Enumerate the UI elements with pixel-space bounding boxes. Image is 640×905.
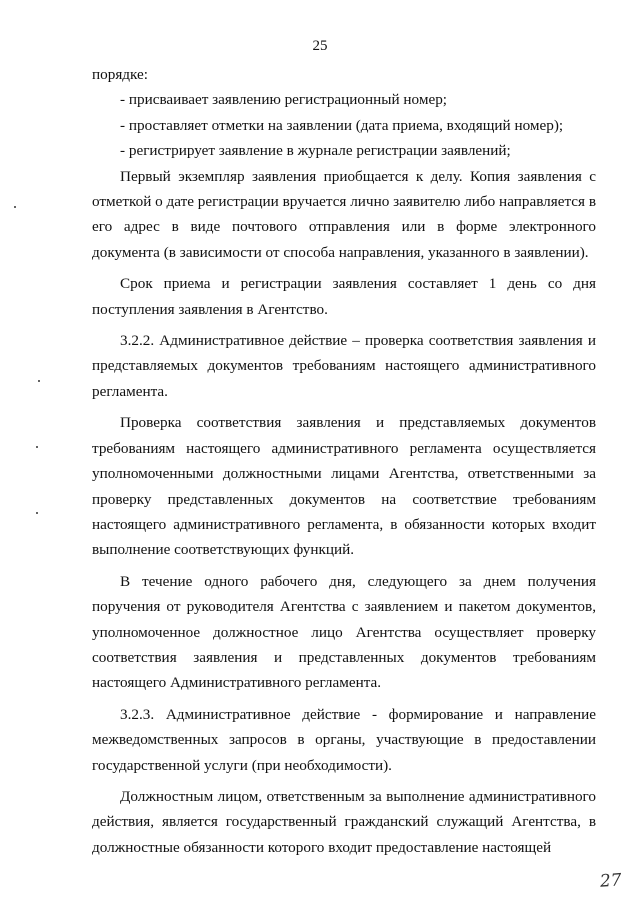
scan-speck [36,512,38,514]
list-item: - присваивает заявлению регистрационный номер; [120,91,448,109]
paragraph: 3.2.2. Административное действие – проверка соответствия заявления и представляемых документов требованиям настоящего административного регламента. [92,332,596,400]
scan-speck [38,380,40,382]
paragraph: Должностным лицом, ответственным за выполнение административного действия, является государственный гражданский служащий Агентства, в должностные обязанности которого входит предоставление настоящей [92,787,596,856]
paragraph: порядке: [92,66,148,83]
paragraph: В течение одного рабочего дня, следующего за днем получения поручения от руководителя Агентства с заявлением и пакетом документов, уполномоченное должностное лицо Агентства осуществляет проверку соответствия заявления и представленных документов требованиям настоящего Административного регламента. [92,572,596,692]
paragraph: Срок приема и регистрации заявления составляет 1 день со дня поступления заявления в Агентство. [92,275,596,318]
paragraph: Проверка соответствия заявления и представляемых документов требованиям настоящего административного регламента осуществляется уполномоченными должностными лицами Агентства, ответственными за проверку представленных документов на соответствие требованиям настоящего административного регламента, в обязанности которых входит выполнение соответствующих функций. [92,414,596,559]
list-item: - проставляет отметки на заявлении (дата приема, входящий номер); [120,116,564,134]
page-number: 25 [312,38,328,54]
document-body [92,62,596,860]
handwritten-page-number: 27 [599,870,623,892]
list-item: - регистрирует заявление в журнале регистрации заявлений; [120,142,511,160]
scan-speck [14,206,16,208]
scan-speck [36,446,38,448]
paragraph: Первый экземпляр заявления приобщается к делу. Копия заявления с отметкой о дате регистрации вручается лично заявителю либо направляется в его адрес в виде почтового отправления или в форме электронного документа (в зависимости от способа направления, указанного в заявлении). [92,167,596,261]
paragraph: 3.2.3. Административное действие - формирование и направление межведомственных запросов в органы, участвующие в предоставлении государственной услуги (при необходимости). [92,705,596,774]
